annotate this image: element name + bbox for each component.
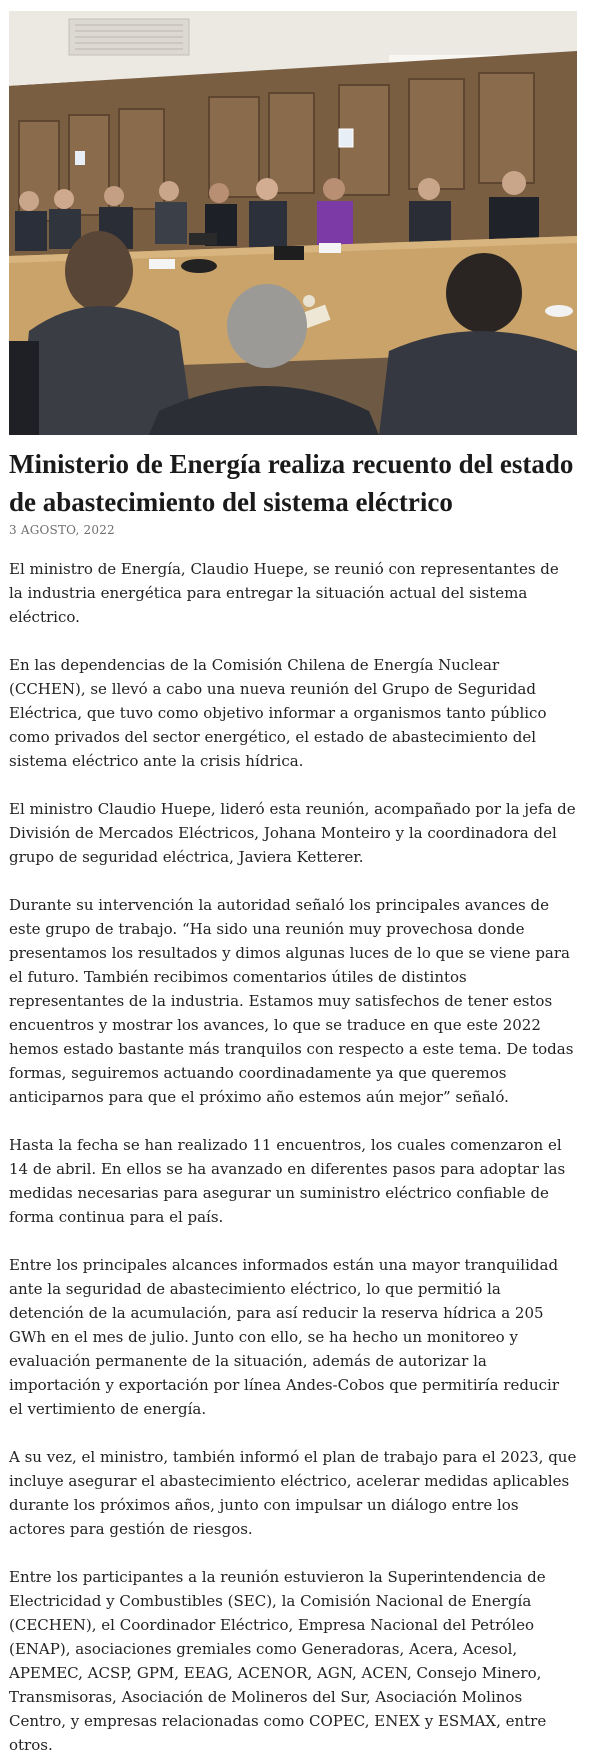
article-title: Ministerio de Energía realiza recuento del estado de abastecimiento del sistema eléctrico [9,449,574,517]
paragraph: En las dependencias de la Comisión Chilena de Energía Nuclear (CCHEN), se llevó a cabo una nueva reunión del Grupo de Seguridad Eléctrica, que tuvo como objetivo informar a organismos tanto público como privados del sector energético, el estado de abastecimiento del sistema eléctrico ante la crisis hídrica. [9,656,547,770]
paragraph: Durante su intervención la autoridad señaló los principales avances de este grupo de trabajo. “Ha sido una reunión muy provechosa donde presentamos los resultados y dimos algunas luces de lo que se viene para el futuro. También recibimos comentarios útiles de distintos representantes de la industria. Estamos muy satisfechos de tener estos encuentros y mostrar los avances, lo que se traduce en que este 2022 hemos estado bastante más tranquilos con respecto a este tema. De todas formas, seguiremos actuando coordinadamente ya que queremos anticiparnos para que el próximo año estemos aún mejor” señaló. [9,896,574,1106]
paragraph: Hasta la fecha se han realizado 11 encuentros, los cuales comenzaron el 14 de abril. En ellos se ha avanzado en diferentes pasos para adoptar las medidas necesarias para asegurar un suministro eléctrico confiable de forma continua para el país. [9,1136,566,1226]
paragraph: El ministro de Energía, Claudio Huepe, se reunió con representantes de la industria energética para entregar la situación actual del sistema eléctrico. [9,560,559,626]
meeting-illustration [9,11,577,435]
paragraph: Entre los participantes a la reunión estuvieron la Superintendencia de Electricidad y Combustibles (SEC), la Comisión Nacional de Energía (CECHEN), el Coordinador Eléctrico, Empresa Nacional del Petróleo (ENAP), asociaciones gremiales como Generadoras, Acera, Acesol, APEMEC, ACSP, GPM, EEAG, ACENOR, AGN, ACEN, Consejo Minero, Transmisoras, Asociación de Molineros del Sur, Asociación Molinos Centro, y empresas relacionadas como COPEC, ENEX y ESMAX, entre otros. [9,1568,547,1754]
paragraph: A su vez, el ministro, también informó el plan de trabajo para el 2023, que incluye asegurar el abastecimiento eléctrico, acelerar medidas aplicables durante los próximos años, junto con impulsar un diálogo entre los actores para gestión de riesgos. [9,1448,577,1538]
publish-date: 3 AGOSTO, 2022 [9,523,115,537]
paragraph: El ministro Claudio Huepe, lideró esta reunión, acompañado por la jefa de División de Mercados Eléctricos, Johana Monteiro y la coordinadora del grupo de seguridad eléctrica, Javiera Ketterer. [9,800,576,866]
paragraph: Entre los principales alcances informados están una mayor tranquilidad ante la seguridad de abastecimiento eléctrico, lo que permitió la detención de la acumulación, para así reducir la reserva hídrica a 205 GWh en el mes de julio. Junto con ello, se ha hecho un monitoreo y evaluación permanente de la situación, además de autorizar la importación y exportación por línea Andes-Cobos que permitiría reducir el vertimiento de energía. [9,1256,559,1418]
article-body [9,557,577,1757]
meeting-photo [9,11,577,435]
